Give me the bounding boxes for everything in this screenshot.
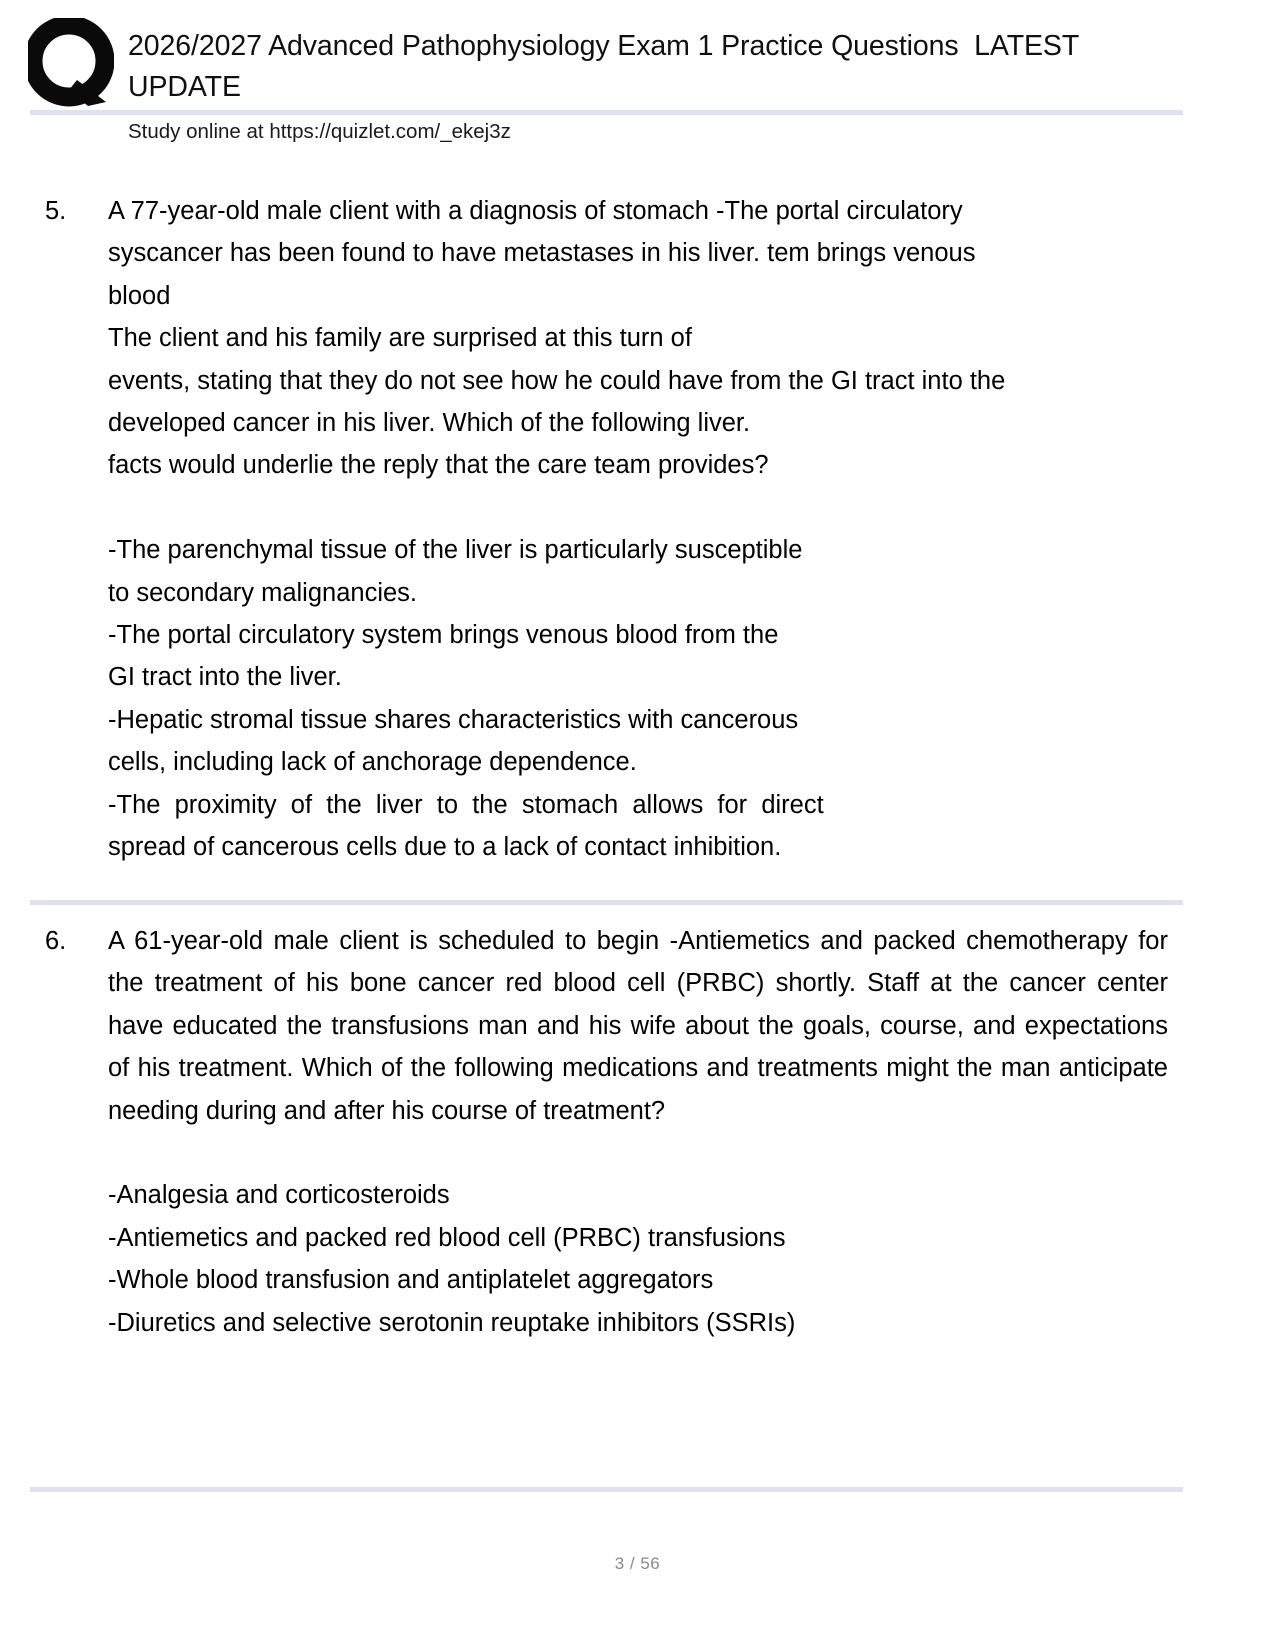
answer-option-line[interactable]: -Analgesia and corticosteroids xyxy=(108,1181,450,1210)
question-stem-line: The client and his family are surprised at this turn of xyxy=(108,324,692,353)
answer-option-line[interactable]: GI tract into the liver. xyxy=(108,663,342,692)
question-divider xyxy=(30,1487,1183,1492)
answer-option-line[interactable]: -Hepatic stromal tissue shares characteristics with cancerous xyxy=(108,705,799,734)
question-content xyxy=(108,920,1176,1344)
question-stem-line: syscancer has been found to have metastases in his liver. tem brings venous xyxy=(108,239,976,268)
document-header xyxy=(0,0,1275,152)
answer-option-line[interactable]: -The parenchymal tissue of the liver is particularly susceptible xyxy=(108,536,803,565)
answer-option-line[interactable]: -Antiemetics and packed red blood cell (PRBC) transfusions xyxy=(108,1223,786,1252)
question-divider xyxy=(30,900,1183,905)
answer-option-line[interactable]: to secondary malignancies. xyxy=(108,578,418,607)
answer-option-line[interactable]: -Whole blood transfusion and antiplatelet aggregators xyxy=(108,1266,714,1295)
page-number-footer: 3 / 56 xyxy=(614,1554,661,1573)
question-stem-line: developed cancer in his liver. Which of the following liver. xyxy=(108,409,751,438)
stem-options-spacer xyxy=(108,487,1168,529)
question-stem-line: blood xyxy=(108,281,171,310)
question-stem-line: A 77-year-old male client with a diagnosis of stomach -The portal circulatory xyxy=(108,197,963,225)
study-online-link[interactable]: Study online at https://quizlet.com/_ekej3z xyxy=(128,120,511,143)
question-stem-line: events, stating that they do not see how he could have from the GI tract into the xyxy=(108,366,1006,395)
page-title: 2026/2027 Advanced Pathophysiology Exam 1 Practice Questions LATEST UPDATE xyxy=(128,30,1087,103)
stem-options-spacer xyxy=(108,1132,1168,1174)
header-divider xyxy=(30,110,1183,115)
question-number: 5. xyxy=(45,197,67,225)
question-stem: A 61-year-old male client is scheduled to begin -Antiemetics and packed chemotherapy for the treatment of his bone cancer red blood cell (PRBC) shortly. Staff at the cancer center have educated the transfusions man and his wife about the goals, course, and expectations of his treatment. Which of the following medications and treatments might the man anticipate needing during and after his course of treatment? xyxy=(108,927,1176,1125)
question-content xyxy=(108,190,1168,868)
quizlet-q-logo-icon xyxy=(28,18,114,110)
answer-option-line[interactable]: -Diuretics and selective serotonin reuptake inhibitors (SSRIs) xyxy=(108,1308,796,1337)
question-number: 6. xyxy=(45,927,67,955)
question-stem-line: facts would underlie the reply that the care team provides? xyxy=(108,451,769,480)
answer-option-line[interactable]: -The portal circulatory system brings venous blood from the xyxy=(108,621,779,650)
answer-option-line[interactable]: cells, including lack of anchorage dependence. xyxy=(108,748,637,777)
answer-option-line[interactable]: spread of cancerous cells due to a lack of contact inhibition. xyxy=(108,833,782,862)
answer-option-line[interactable]: -The proximity of the liver to the stomach allows for direct xyxy=(108,790,824,819)
